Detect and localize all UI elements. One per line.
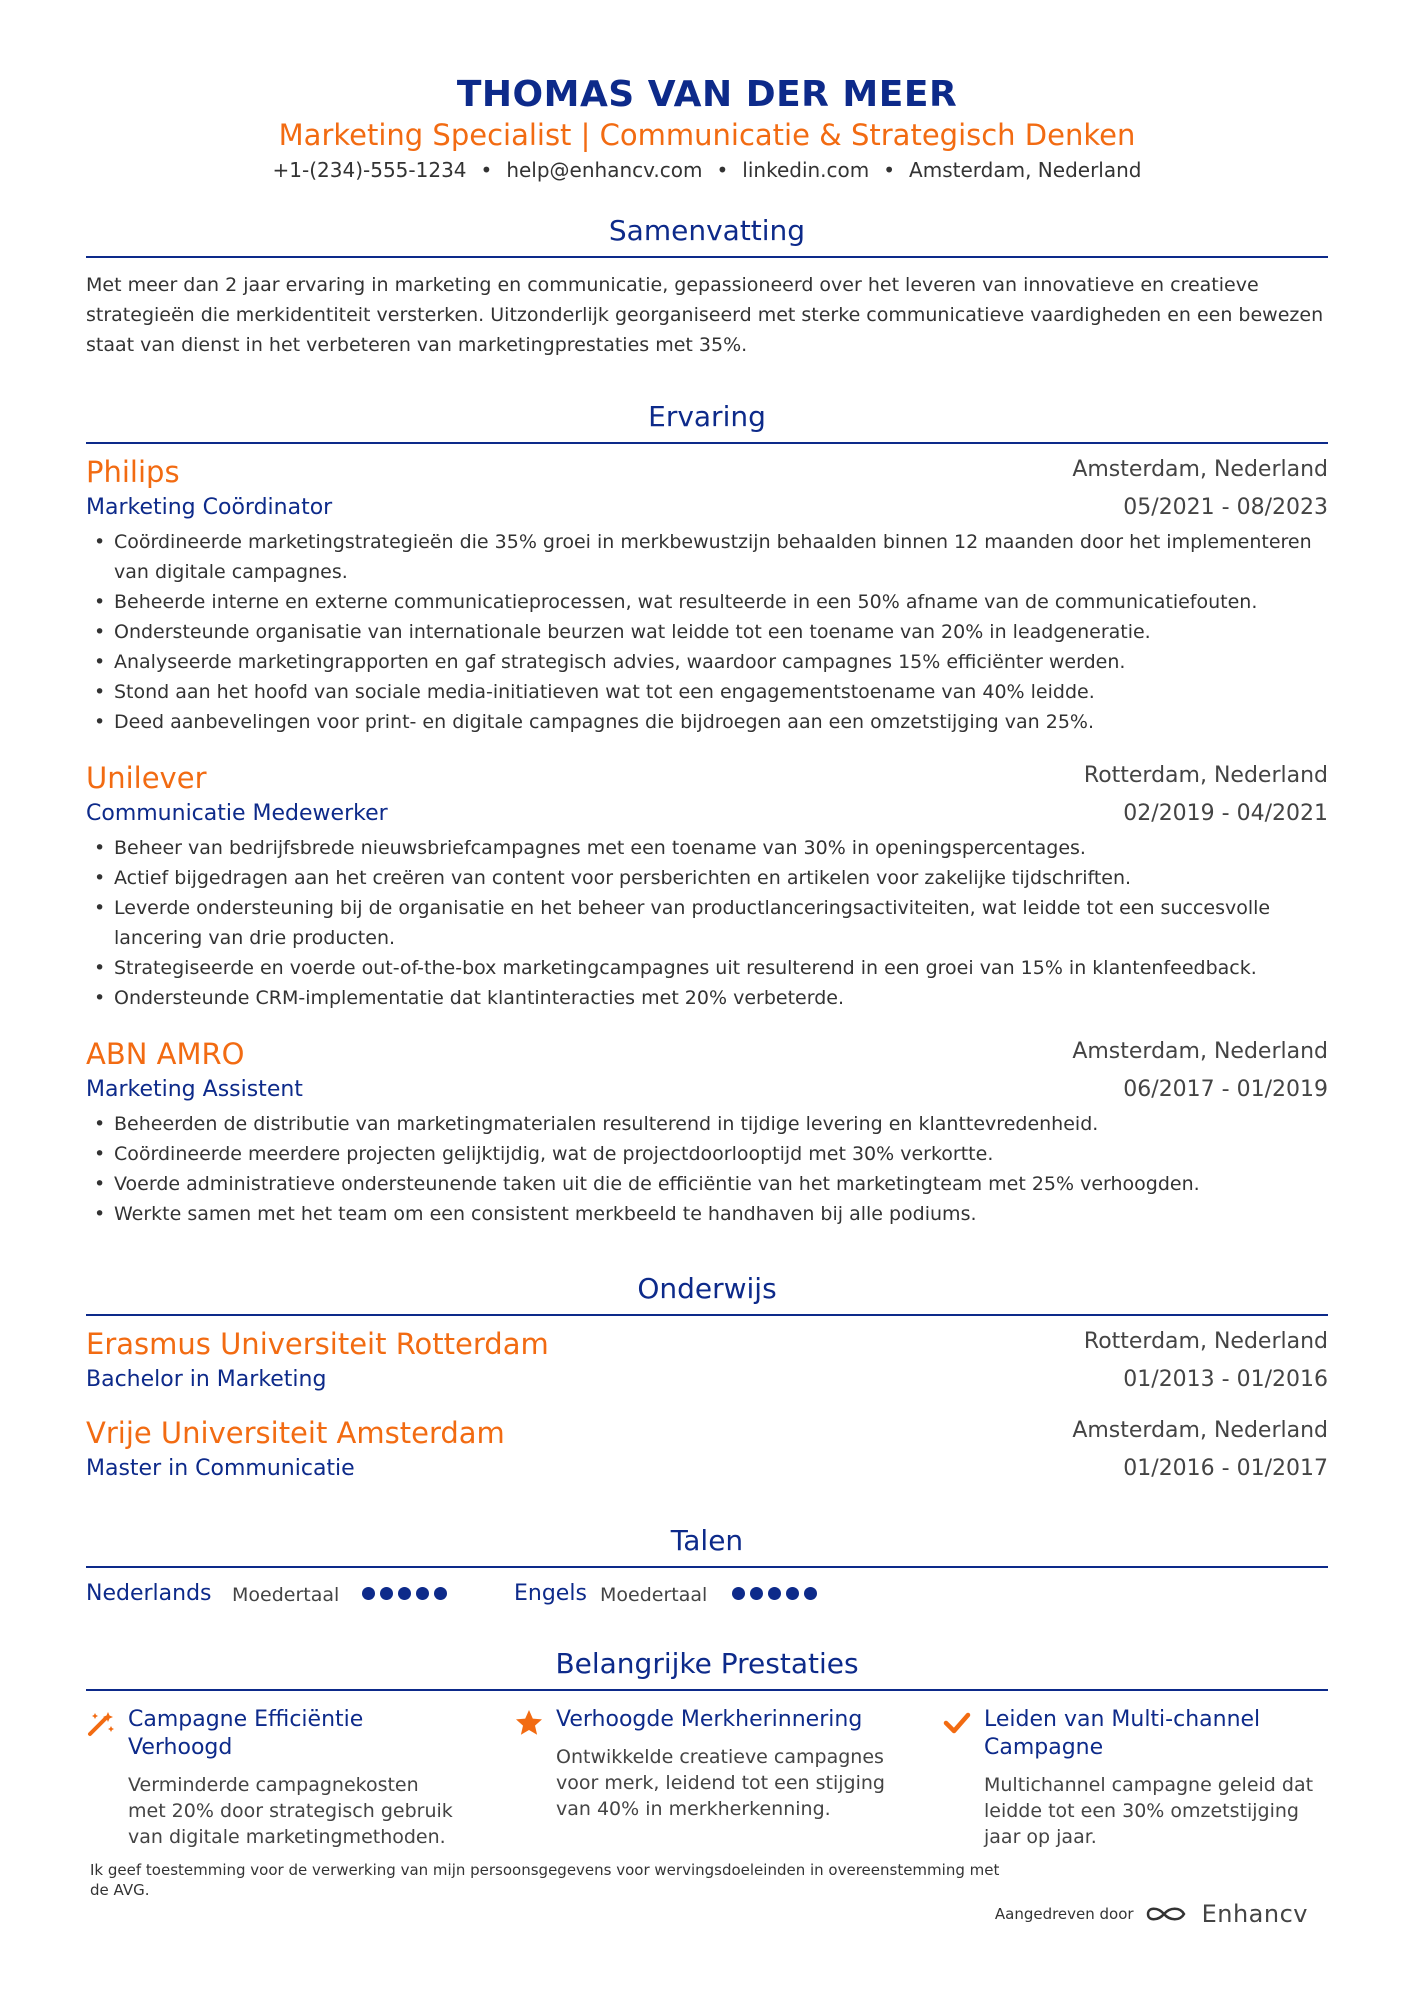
section-divider xyxy=(86,1689,1328,1691)
separator: • xyxy=(716,158,729,182)
language-rating xyxy=(732,1587,817,1600)
company-name: Unilever xyxy=(86,761,207,795)
powered-by-label: Aangedreven door xyxy=(994,1905,1134,1923)
bullet-item: • Actief bijgedragen aan het creëren van content voor persberichten en artikelen voor zakelijke tijdschriften. xyxy=(86,863,1328,893)
rating-dot xyxy=(380,1587,393,1600)
phone: +1-(234)-555-1234 xyxy=(272,158,467,182)
job-location: Amsterdam, Nederland xyxy=(1072,1039,1328,1064)
bullet-item: • Ondersteunde CRM-implementatie dat klantinteracties met 20% verbeterde. xyxy=(86,983,1328,1013)
rating-dot xyxy=(750,1587,763,1600)
job-location: Amsterdam, Nederland xyxy=(1072,457,1328,482)
separator: • xyxy=(480,158,493,182)
language-name: Nederlands xyxy=(86,1581,212,1606)
experience-entry xyxy=(86,1037,1328,1237)
achievement-title: Campagne Efficiëntie Verhoogd xyxy=(128,1707,364,1760)
achievement-description: Ontwikkelde creatieve campagnes voor merk, leidend tot een stijging van 40% in merkherkenning. xyxy=(556,1746,885,1820)
education-dates: 01/2016 - 01/2017 xyxy=(1123,1456,1328,1481)
email[interactable]: help@enhancv.com xyxy=(506,158,703,182)
bullet-item: • Beheer van bedrijfsbrede nieuwsbriefcampagnes met een toename van 30% in openingspercentages. xyxy=(86,833,1328,863)
headline: Marketing Specialist | Communicatie & Strategisch Denken xyxy=(278,118,1136,152)
section-title-experience: Ervaring xyxy=(648,400,766,433)
school-name: Erasmus Universiteit Rotterdam xyxy=(86,1327,549,1361)
school-location: Rotterdam, Nederland xyxy=(1083,1329,1328,1354)
achievement-description: Multichannel campagne geleid dat leidde tot een 30% omzetstijging jaar op jaar. xyxy=(984,1774,1314,1848)
achievement-title: Verhoogde Merkherinnering xyxy=(556,1707,863,1732)
bullet-item: • Deed aanbevelingen voor print- en digitale campagnes die bijdroegen aan een omzetstijging van 25%. xyxy=(86,707,1328,737)
section-divider xyxy=(86,442,1328,444)
bullet-item: • Ondersteunde organisatie van internationale beurzen wat leidde tot een toename van 20% in leadgeneratie. xyxy=(86,617,1328,647)
language-name: Engels xyxy=(514,1581,587,1606)
school-location: Amsterdam, Nederland xyxy=(1072,1418,1328,1443)
rating-dot xyxy=(768,1587,781,1600)
candidate-name: THOMAS VAN DER MEER xyxy=(456,74,958,115)
rating-dot xyxy=(434,1587,447,1600)
rating-dot xyxy=(786,1587,799,1600)
rating-dot xyxy=(362,1587,375,1600)
education-dates: 01/2013 - 01/2016 xyxy=(1123,1367,1328,1392)
section-title-summary: Samenvatting xyxy=(608,214,806,247)
rating-dot xyxy=(398,1587,411,1600)
bullet-item: • Leverde ondersteuning bij de organisatie en het beheer van productlanceringsactiviteiten, wat leidde tot een succesvolle lancering van drie producten. xyxy=(86,893,1328,953)
education-entry xyxy=(86,1327,1328,1407)
contact-line xyxy=(86,158,1328,182)
location: Amsterdam, Nederland xyxy=(909,158,1142,182)
summary-text: Met meer dan 2 jaar ervaring in marketing en communicatie, gepassioneerd over het leveren van innovatieve en creatieve strategieën die merkidentiteit versterken. Uitzonderlijk georganiseerd met sterke communicatieve vaardigheden en een bewezen staat van dienst in het verbeteren van marketingprestaties met 35%. xyxy=(86,274,1324,356)
linkedin[interactable]: linkedin.com xyxy=(742,158,870,182)
company-name: ABN AMRO xyxy=(86,1037,245,1071)
consent-note: Ik geef toestemming voor de verwerking van mijn persoonsgegevens voor wervingsdoeleinden in overeenstemming met de AVG. xyxy=(90,1861,1000,1899)
language-level: Moedertaal xyxy=(600,1584,708,1606)
section-divider xyxy=(86,256,1328,258)
section-title-achievements: Belangrijke Prestaties xyxy=(555,1647,859,1680)
bullet-item: • Analyseerde marketingrapporten en gaf strategisch advies, waardoor campagnes 15% efficiënter werden. xyxy=(86,647,1328,677)
job-title: Communicatie Medewerker xyxy=(86,801,388,826)
job-bullets xyxy=(86,527,1328,737)
achievement-description: Verminderde campagnekosten met 20% door strategisch gebruik van digitale marketingmethoden. xyxy=(128,1774,453,1848)
job-location: Rotterdam, Nederland xyxy=(1083,763,1328,788)
bullet-item: • Voerde administratieve ondersteunende taken uit die de efficiëntie van het marketingteam met 25% verhoogden. xyxy=(86,1169,1328,1199)
section-title-languages: Talen xyxy=(670,1524,744,1557)
company-name: Philips xyxy=(86,455,180,489)
magic-wand-icon xyxy=(86,1708,116,1738)
bullet-item: • Coördineerde marketingstrategieën die 35% groei in merkbewustzijn behaalden binnen 12 maanden door het implementeren van digitale campagnes. xyxy=(86,527,1328,587)
job-dates: 02/2019 - 04/2021 xyxy=(1123,801,1328,826)
bullet-item: • Beheerde interne en externe communicatieprocessen, wat resulteerde in een 50% afname van de communicatiefouten. xyxy=(86,587,1328,617)
job-title: Marketing Assistent xyxy=(86,1077,303,1102)
job-dates: 05/2021 - 08/2023 xyxy=(1123,495,1328,520)
section-divider xyxy=(86,1566,1328,1568)
bullet-item: • Stond aan het hoofd van sociale media-initiatieven wat tot een engagementstoename van 40% leidde. xyxy=(86,677,1328,707)
bullet-item: • Coördineerde meerdere projecten gelijktijdig, wat de projectdoorlooptijd met 30% verkortte. xyxy=(86,1139,1328,1169)
powered-by xyxy=(995,1900,1308,1928)
bullet-item: • Strategiseerde en voerde out-of-the-box marketingcampagnes uit resulterend in een groei van 15% in klantenfeedback. xyxy=(86,953,1328,983)
experience-entry xyxy=(86,455,1328,745)
education-entry xyxy=(86,1416,1328,1496)
achievement-title: Leiden van Multi-channel Campagne xyxy=(984,1707,1261,1760)
job-dates: 06/2017 - 01/2019 xyxy=(1123,1077,1328,1102)
check-icon xyxy=(942,1708,972,1738)
section-divider xyxy=(86,1314,1328,1316)
job-bullets xyxy=(86,833,1328,1013)
section-title-education: Onderwijs xyxy=(637,1272,777,1305)
rating-dot xyxy=(732,1587,745,1600)
separator: • xyxy=(883,158,896,182)
job-title: Marketing Coördinator xyxy=(86,495,333,520)
resume-page xyxy=(86,0,1328,1995)
bullet-item: • Beheerden de distributie van marketingmaterialen resulterend in tijdige levering en klanttevredenheid. xyxy=(86,1109,1328,1139)
enhancv-logo-icon xyxy=(1144,1902,1192,1926)
language-level: Moedertaal xyxy=(232,1584,340,1606)
rating-dot xyxy=(416,1587,429,1600)
brand-name[interactable]: Enhancv xyxy=(1201,1900,1308,1928)
language-rating xyxy=(362,1587,447,1600)
school-name: Vrije Universiteit Amsterdam xyxy=(86,1416,505,1450)
degree: Master in Communicatie xyxy=(86,1456,355,1481)
degree: Bachelor in Marketing xyxy=(86,1367,327,1392)
bullet-item: • Werkte samen met het team om een consistent merkbeeld te handhaven bij alle podiums. xyxy=(86,1199,1328,1229)
job-bullets xyxy=(86,1109,1328,1229)
experience-entry xyxy=(86,761,1328,1021)
rating-dot xyxy=(804,1587,817,1600)
star-icon xyxy=(514,1708,544,1738)
